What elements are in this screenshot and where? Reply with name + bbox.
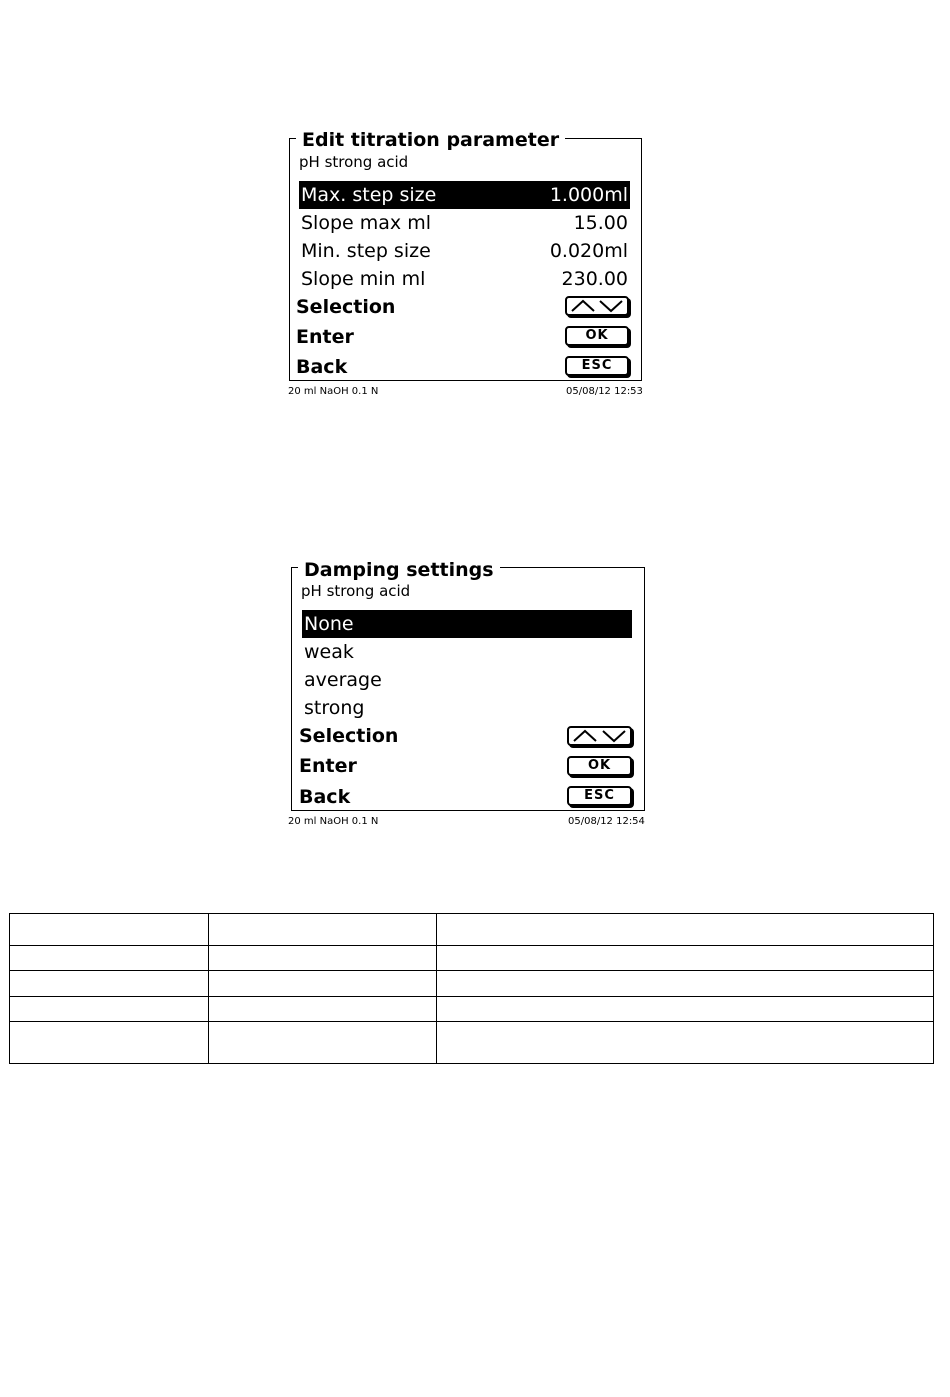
table-row [10, 946, 934, 971]
screen-title: Damping settings [298, 559, 500, 581]
table-cell [10, 971, 209, 997]
table-row [10, 914, 934, 946]
selection-label: Selection [299, 725, 399, 747]
selection-key[interactable] [565, 296, 629, 316]
table-cell [437, 971, 934, 997]
table-row [10, 971, 934, 997]
table-cell [437, 914, 934, 946]
param-row-slope-max-ml[interactable] [299, 209, 630, 237]
status-bar-right: 05/08/12 12:53 [566, 386, 643, 397]
empty-table [9, 913, 934, 1064]
ok-key[interactable]: OK [567, 756, 632, 776]
table-cell [10, 914, 209, 946]
param-value: 15.00 [573, 212, 628, 234]
status-bar-left: 20 ml NaOH 0.1 N [288, 386, 379, 397]
screen-subtitle: pH strong acid [301, 582, 411, 600]
status-bar-left: 20 ml NaOH 0.1 N [288, 816, 379, 827]
table-cell [209, 1022, 437, 1064]
option-label: strong [304, 697, 365, 719]
table-cell [10, 1022, 209, 1064]
damping-option-none[interactable] [302, 610, 632, 638]
param-label: Min. step size [301, 240, 431, 262]
back-label: Back [296, 356, 348, 378]
param-label: Slope max ml [301, 212, 431, 234]
param-label: Slope min ml [301, 268, 426, 290]
selection-label: Selection [296, 296, 396, 318]
ok-key[interactable]: OK [565, 326, 629, 346]
table-cell [209, 946, 437, 971]
table-cell [209, 997, 437, 1022]
table-cell [437, 1022, 934, 1064]
esc-key[interactable]: ESC [567, 786, 632, 806]
table-row [10, 997, 934, 1022]
param-label: Max. step size [301, 184, 437, 206]
screen-title: Edit titration parameter [296, 129, 565, 151]
table-cell [10, 997, 209, 1022]
back-label: Back [299, 786, 351, 808]
enter-label: Enter [299, 755, 357, 777]
table-cell [437, 946, 934, 971]
table-row [10, 1022, 934, 1064]
option-label: average [304, 669, 382, 691]
selection-key[interactable] [567, 726, 632, 746]
param-value: 0.020ml [549, 240, 628, 262]
option-label: None [304, 613, 354, 635]
enter-label: Enter [296, 326, 354, 348]
damping-option-weak[interactable] [302, 638, 632, 666]
table-cell [10, 946, 209, 971]
damping-option-strong[interactable] [302, 694, 632, 722]
status-bar-right: 05/08/12 12:54 [568, 816, 645, 827]
param-value: 230.00 [561, 268, 628, 290]
table-cell [437, 997, 934, 1022]
param-row-max-step-size[interactable] [299, 181, 630, 209]
table-cell [209, 971, 437, 997]
screen-subtitle: pH strong acid [299, 153, 409, 171]
up-down-arrows-icon [571, 729, 628, 743]
damping-option-average[interactable] [302, 666, 632, 694]
table-cell [209, 914, 437, 946]
esc-key[interactable]: ESC [565, 356, 629, 376]
param-value: 1.000ml [549, 184, 628, 206]
param-row-slope-min-ml[interactable] [299, 265, 630, 293]
option-label: weak [304, 641, 354, 663]
up-down-arrows-icon [569, 299, 625, 313]
param-row-min-step-size[interactable] [299, 237, 630, 265]
